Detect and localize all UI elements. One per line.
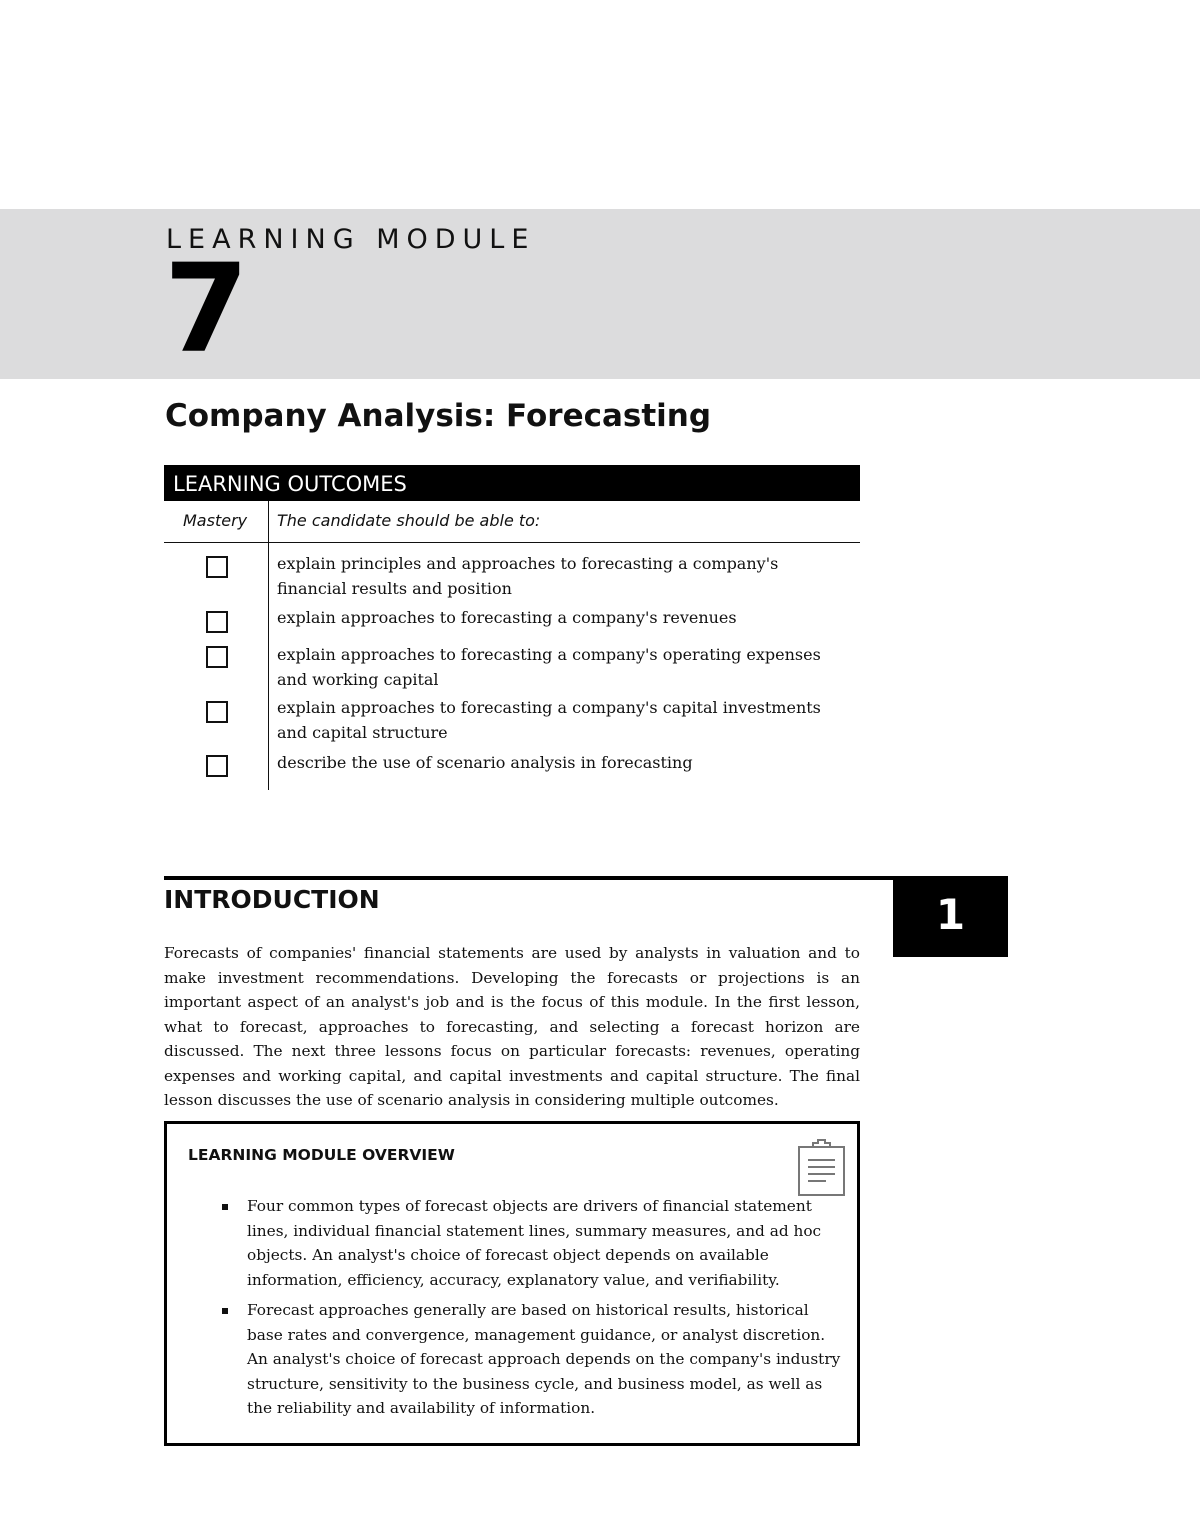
outcome-item-2: explain approaches to forecasting a company's revenues xyxy=(277,608,737,627)
module-label: LEARNING MODULE xyxy=(166,224,536,255)
outcome-item-1: explain principles and approaches to forecasting a company's financial results and position xyxy=(277,554,779,598)
overview-item-text-2: Forecast approaches generally are based on historical results, historical base rates and convergence, management guidance, or analyst discretion. An analyst's choice of forecast approach depends on the company's industry structure, sensitivity to the business cycle, and business model, as well as the reliability and availability of information. xyxy=(247,1301,841,1417)
overview-item-1 xyxy=(167,1194,842,1292)
outcomes-column-divider xyxy=(268,501,269,790)
overview-item-2 xyxy=(167,1298,842,1421)
mastery-checkbox-5[interactable] xyxy=(206,755,228,777)
module-number: 7 xyxy=(164,238,249,380)
section-number-box: 1 xyxy=(893,876,1008,957)
bullet-icon xyxy=(222,1308,228,1314)
mastery-checkbox-1[interactable] xyxy=(206,556,228,578)
mastery-checkbox-3[interactable] xyxy=(206,646,228,668)
bullet-icon xyxy=(222,1204,228,1210)
clipboard-icon xyxy=(796,1138,848,1198)
learning-module-overview-box xyxy=(164,1121,860,1446)
overview-item-text-1: Four common types of forecast objects are drivers of financial statement lines, individual financial statement lines, summary measures, and ad hoc objects. An analyst's choice of forecast object depends on available information, efficiency, accuracy, explanatory value, and verifiability. xyxy=(247,1197,822,1289)
outcome-item-5: describe the use of scenario analysis in forecasting xyxy=(277,753,693,772)
section-rule xyxy=(164,876,1008,880)
mastery-checkbox-4[interactable] xyxy=(206,701,228,723)
overview-heading: LEARNING MODULE OVERVIEW xyxy=(188,1146,455,1164)
candidate-column-header: The candidate should be able to: xyxy=(277,511,541,530)
overview-list xyxy=(167,1194,842,1427)
introduction-paragraph: Forecasts of companies' financial statements are used by analysts in valuation and to make investment recommendations. Developing the forecasts or projections is an important aspect of an analyst's job and is the focus of this module. In the first lesson, what to forecast, approaches to forecasting, and selecting a forecast horizon are discussed. The next three lessons focus on particular forecasts: revenues, operating expenses and working capital, and capital investments and capital structure. The final lesson discusses the use of scenario analysis in considering multiple outcomes. xyxy=(164,944,860,1109)
page-title: Company Analysis: Forecasting xyxy=(165,398,712,434)
outcome-item-3: explain approaches to forecasting a company's operating expenses and working capital xyxy=(277,645,821,689)
mastery-column-header: Mastery xyxy=(183,511,248,530)
learning-outcomes-header: LEARNING OUTCOMES xyxy=(164,465,860,501)
mastery-checkbox-2[interactable] xyxy=(206,611,228,633)
introduction-heading: INTRODUCTION xyxy=(164,885,380,914)
outcome-item-4: explain approaches to forecasting a company's capital investments and capital structure xyxy=(277,698,821,742)
